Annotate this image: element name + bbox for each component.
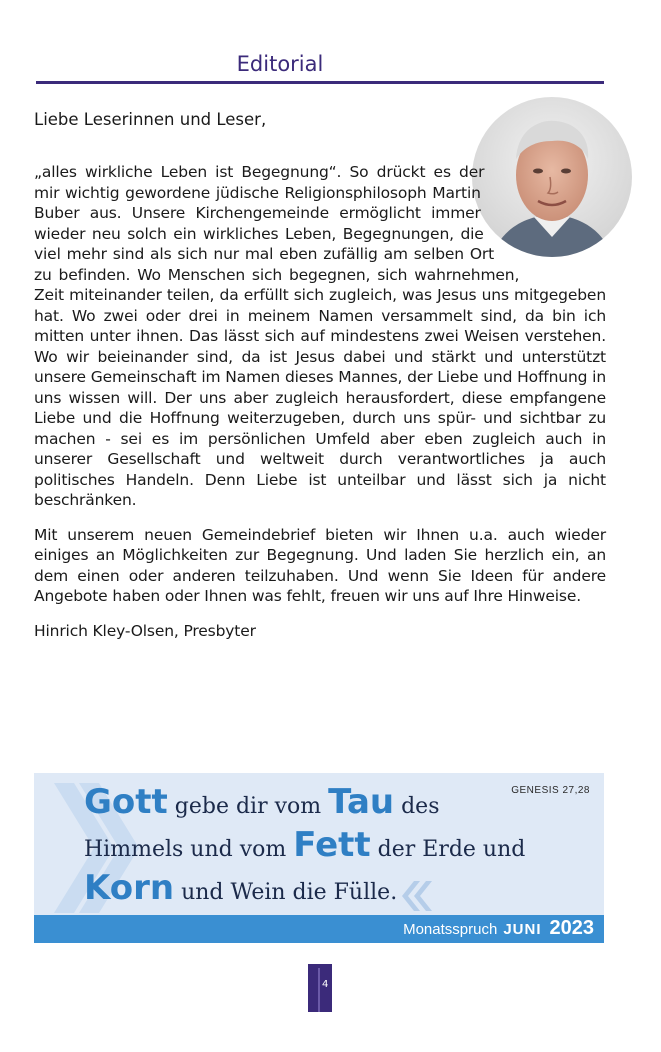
- salutation: Liebe Leserinnen und Leser,: [34, 110, 267, 129]
- verse-fragment: gebe dir vom: [167, 794, 329, 819]
- letter-paragraph: Mit unserem neuen Gemeindebrief bieten wir Ihnen u.a. auch wieder einiges an Möglichkeiten zur Begegnung. Und laden Sie herzlich ein, an dem einen oder anderen teilzuhaben. Und wenn Sie Ideen für andere Angebote haben oder Ihnen was fehlt, freuen wir uns auf Ihre Hinweise.: [34, 525, 606, 605]
- verse-word: Gott: [84, 782, 168, 822]
- verse-fragment: der Erde und: [370, 837, 526, 862]
- monat-year: 2023: [549, 917, 594, 939]
- verse-word: Korn: [84, 868, 175, 908]
- verse-word: Tau: [328, 782, 395, 822]
- page-title: Editorial: [236, 52, 324, 76]
- letter-paragraph: „alles wirkliche Leben ist Begegnung“. So drückt es der mir wichtig gewordene jüdische Religionsphilosoph Martin Buber aus. Unsere Kirchengemeinde ermöglicht immer wieder neu solch ein wirkliches Leben, Begegnungen, die viel mehr sind als sich nur mal eben zufällig am selben Ort zu befinden. Wo Menschen sich begegnen, sich wahrnehmen, Zeit miteinander teilen, da erfüllt sich zugleich, was Jesus uns mitgegeben hat. Wo zwei oder drei in meinem Namen versammelt sind, da bin ich mitten unter ihnen. Das lässt sich auf mindestens zwei Weisen verstehen. Wo wir beieinander sind, da ist Jesus dabei und stärkt und unterstützt unsere Gemeinschaft im Namen dieses Mannes, der Liebe und Hoffnung in uns wissen will. Der uns aber zugleich herausfordert, diese empfangene Liebe und die Hoffnung weiterzugeben, durch uns spür- und sichtbar zu machen - sei es im persönlichen Umfeld aber eben zugleich auch in unserer Gesellschaft und weltweit durch verantwortliches ja auch politisches Handeln. Denn Liebe ist unteilbar und lässt sich ja nicht beschränken.: [34, 163, 606, 509]
- page-badge-shape: [308, 964, 332, 1012]
- monat-month: JUNI: [503, 921, 542, 938]
- verse-text: [84, 783, 574, 912]
- letter-body: [34, 162, 606, 655]
- verse-fragment: und Wein die Fülle.: [174, 880, 398, 905]
- monthly-label: [403, 917, 594, 940]
- page-number: 4: [322, 979, 329, 990]
- monthly-verse-banner: [34, 773, 604, 943]
- page-number-badge: [308, 964, 332, 1012]
- verse-fragment: Himmels und vom: [84, 837, 294, 862]
- verse-word: Fett: [293, 825, 371, 865]
- monat-label: Monatsspruch: [403, 921, 498, 938]
- verse-reference: GENESIS 27,28: [511, 785, 590, 796]
- signature: Hinrich Kley-Olsen, Presbyter: [34, 621, 256, 640]
- title-divider: [36, 81, 604, 84]
- verse-fragment: des: [394, 794, 440, 819]
